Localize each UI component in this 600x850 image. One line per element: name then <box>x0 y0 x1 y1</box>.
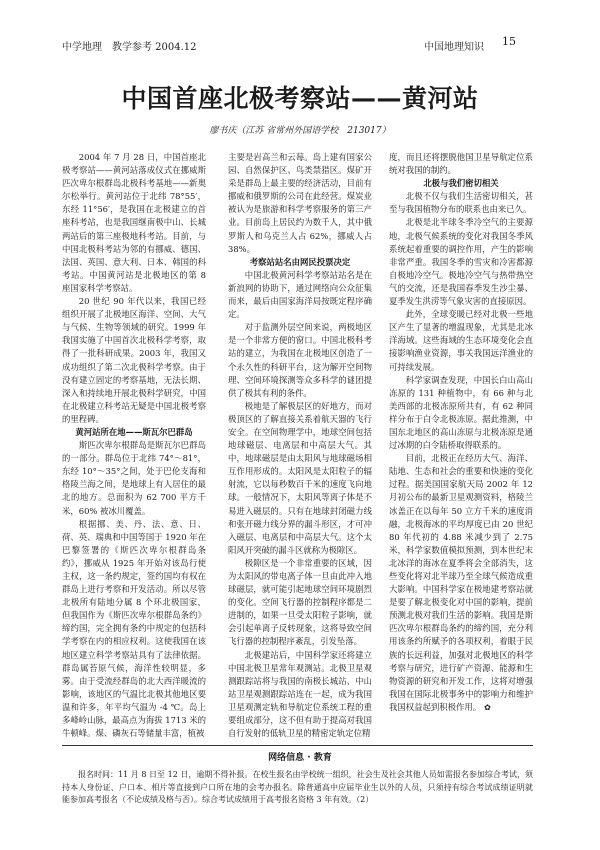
paragraph: 极隙区是一个非常重要的区域，因为太阳风的带电离子体一旦由此冲入地球磁层，就可能引起地球空间环境剧烈的变化。空间飞行器的控制程序都是二进制的，如果一旦受太阳粒子影响，就会引起单离子反转现象，这将导致空间飞行器的控制程序紊乱，引发坠落。 <box>228 557 372 647</box>
paragraph: 根据挪、美、丹、法、意、日、荷、英、瑞典和中国等国于 1920 年在巴黎签署的《斯匹次卑尔根群岛条约》，挪威从 1925 年开始对该岛行使主权，这一条约规定，签约国均有权在群岛上进行考察和开发活动。所以尽管北极所有陆地分属 8 个环北极国家，但我国作为《斯匹次卑尔根群岛条约》缔约国，完全拥有条约中规定的包括科学考察在内的相应权利。这使我国在该地区建立科学考察站具有了法律依据。群岛属苔原气候，海洋性较明显，多雾。由于受流经群岛的北大西洋暖流的影响，该地区的气温比北极其他地区要温和许多，年平均气温为 -4 ℃。岛上多峰岭山脉，最高点为海拔 1713 米的牛顿峰。煤、磷灰石等储量丰富，植被 <box>62 518 206 739</box>
paragraph: 20 世纪 90 年代以来，我国已经组织开展了北极地区海洋、空间、大气与气候、生物等领域的研究。1999 年我国实施了中国首次北极科学考察，取得了一批科研成果。2003 年，我国又成功组织了第二次北极科学考察。由于没有建立固定的考察基地，无法长期、深入和持续地开展北极科学研究，中国在北极建立科考站无疑是中国北极考察的里程碑。 <box>62 296 206 424</box>
paragraph-final <box>389 452 533 714</box>
paragraph: 中国北极黄河科学考察站站名是在新浪网的协助下，通过网络向公众征集而来，最后由国家海洋局按既定程序确定。 <box>228 269 372 320</box>
paragraph-text: 目前，北极正在经历大气、海洋、陆地、生态和社会的重要和快速的变化过程。据美国国家航天局 2002 年 12 月初公布的最新卫星观测资料，格陵兰冰盖正在以每年 50 立方千米的速度消融，北极海冰的平均厚度已由 20 世纪 80 年代初的 4.88 米减少到了 2.75 米，科学家数值模拟预测，到本世纪末北冰洋的海冰在夏季将会全部消失，这些变化将对北半球乃至全球气候造成重大影响。中国科学家在极地建考察站就是要了解北极变化对中国的影响，提前预测北极对我们生活的影响。我国是斯匹次卑尔根群岛条约的缔约国，充分利用该条约所赋予的各项权利，着眼于民族的长远利益，加强对北极地区的科学考察与研究，进行矿产资源、能源和生物资源的研究和开发工作，这将对增强我国在国际北极事务中的影响力和维护我国权益起到积极作用。 <box>389 453 533 712</box>
paragraph-continued: 度，而且还将摆脱他国卫星导航定位系统对我国的制约。 <box>389 152 533 176</box>
article-title: 中国首座北极考察站——黄河站 <box>121 84 479 113</box>
paragraph: 科学家调查发现，中国长白山高山冻原的 131 种植物中，有 66 种与北美西部的北极冻原所共有，有 62 种同样分布于白令北极冻原。据此推测，中国东北地区的高山冻原与北极冻原是通过冰期的白令陆桥取得联系的。 <box>389 374 533 451</box>
paragraph: 斯匹次卑尔根群岛是斯瓦尔巴群岛的一部分。群岛位于北纬 74°～81°，东经 10°～35°之间，处于巴伦支海和格陵兰海之间，是地球上有人居住的最北的地方。总面积为 62 700 平方千米，60% 被冰川覆盖。 <box>62 440 206 516</box>
section-heading: 北极与我们密切相关 <box>423 178 499 189</box>
paragraph: 北极建站后，中国科学家还将建立中国北极卫星常年观测站。北极卫星观测跟踪站将与我国的南极长城站、中山站卫星观测跟踪站连在一起，成为我国卫星观测定轨和导航定位系统工程的重要组成部分，这不但有助于提高对我国自行发射的低轨卫星的精密定轨定位精 <box>228 649 372 739</box>
notice-heading: 网络信息 · 教育 <box>268 753 332 763</box>
paragraph: 极地是了解极层区的好地方，而对极顶区的了解直接关系着航天器的飞行安全。在空间物理学中，地球空间包括地球磁层、电离层和中高层大气。其中，地球磁层是由太阳风与地球磁场相互作用形成的。太阳风是太阳粒子的辐射流，它以每秒数百千米的速度飞向地球。一般情况下，太阳风等离子体是不易进入磁层的。只有在地球封闭磁力线和张开磁力线分界的漏斗形区，才可冲入磁层、电离层和中高层大气。这个太阳风开突破的漏斗区就称为极隙区。 <box>228 400 372 555</box>
paragraph: 此外，全球变暖已经对北极一些地区产生了显著的增温现象，尤其是北冰洋海域。这些海域的生态环境变化会直接影响渔业资源，事关我国远洋渔业的可持续发展。 <box>389 309 533 372</box>
paragraph: 2004 年 7 月 28 日，中国首座北极考察站——黄河站落成仪式在挪威斯匹次卑尔根群岛北极科考基地——新奥尔松举行。黄河站位于北纬 78°55′，东经 11°56′，是我国在北极建立的首座科考站，也是我国继南极中山、长城两站后的第三座极地科考站。目前，与中国北极科考站为邻的有挪威、德国、法国、英国、意大利、日本、韩国的科考站。中国黄河站是北极地区的第 8 座国家科学考察站。 <box>62 152 206 293</box>
right-column <box>389 151 533 714</box>
paragraph: 对于监测外层空间来说，两极地区是一个非常方便的窗口。中国北极科考站的建立，为我国在北极地区创造了一个永久性的科研平台，这为解开空间物理、空间环境探测等众多科学的谜团提供了极其有利的条件。 <box>228 322 372 398</box>
notice-divider <box>62 745 533 746</box>
section-heading: 考察站站名由网民投票决定 <box>249 256 351 267</box>
page-number: 15 <box>502 35 516 48</box>
paragraph: 北极是北半球冬季冷空气的主要源地，北极气候系统的变化对我国冬季风系统起着重要的调控作用，产生的影响非常严重。我国冬季的雪灾和冷害都源自极地冷空气。极地冷空气与热带热空气的交流，还是我国春季发生沙尘暴、夏季发生洪涝等气象灾害的直接原因。 <box>389 217 533 307</box>
middle-column <box>228 151 372 740</box>
section-heading: 黄河站所在地——斯瓦尔巴群岛 <box>75 426 193 437</box>
notice-text: 报名时间：11 月 8 日至 12 日，逾期不得补报。在校生报名由学校统一组织，社会生及社会其他人员如需报名参加综合考试，须持本人身份证、户口本、相片等直接到户口所在地的会考办报名。除普通高中应届毕业生以外的人员，只须持有综合考试成绩证明就能参加高考报名（不论成绩及格与否）。综合考试成绩用于高考报名资格 3 年有效。（2） <box>62 770 533 805</box>
flower-end-mark-icon: ✿ <box>484 702 491 712</box>
left-column <box>62 151 206 740</box>
paragraph-continued: 主要是岩高兰和云莓。岛上建有国家公园、自然保护区、鸟类禁猎区。煤矿开采是群岛上最主要的经济活动，目前有挪威和俄罗斯的公司在此经营。煤炭业被认为是旅游和科学考察服务的第三产业。目前岛上居民约为数千人，其中俄罗斯人和乌克兰人占 62%，挪威人占 38%。 <box>228 152 372 254</box>
journal-name: 中学地理 教学参考 2004.12 <box>62 42 197 53</box>
article-byline: 廖书庆（江苏 省常州外国语学校 213017） <box>209 126 391 136</box>
paragraph: 北极不仅与我们生活密切相关，甚至与我国植物分布的联系也由来已久。 <box>389 191 533 215</box>
section-name: 中国地理知识 <box>424 42 484 53</box>
